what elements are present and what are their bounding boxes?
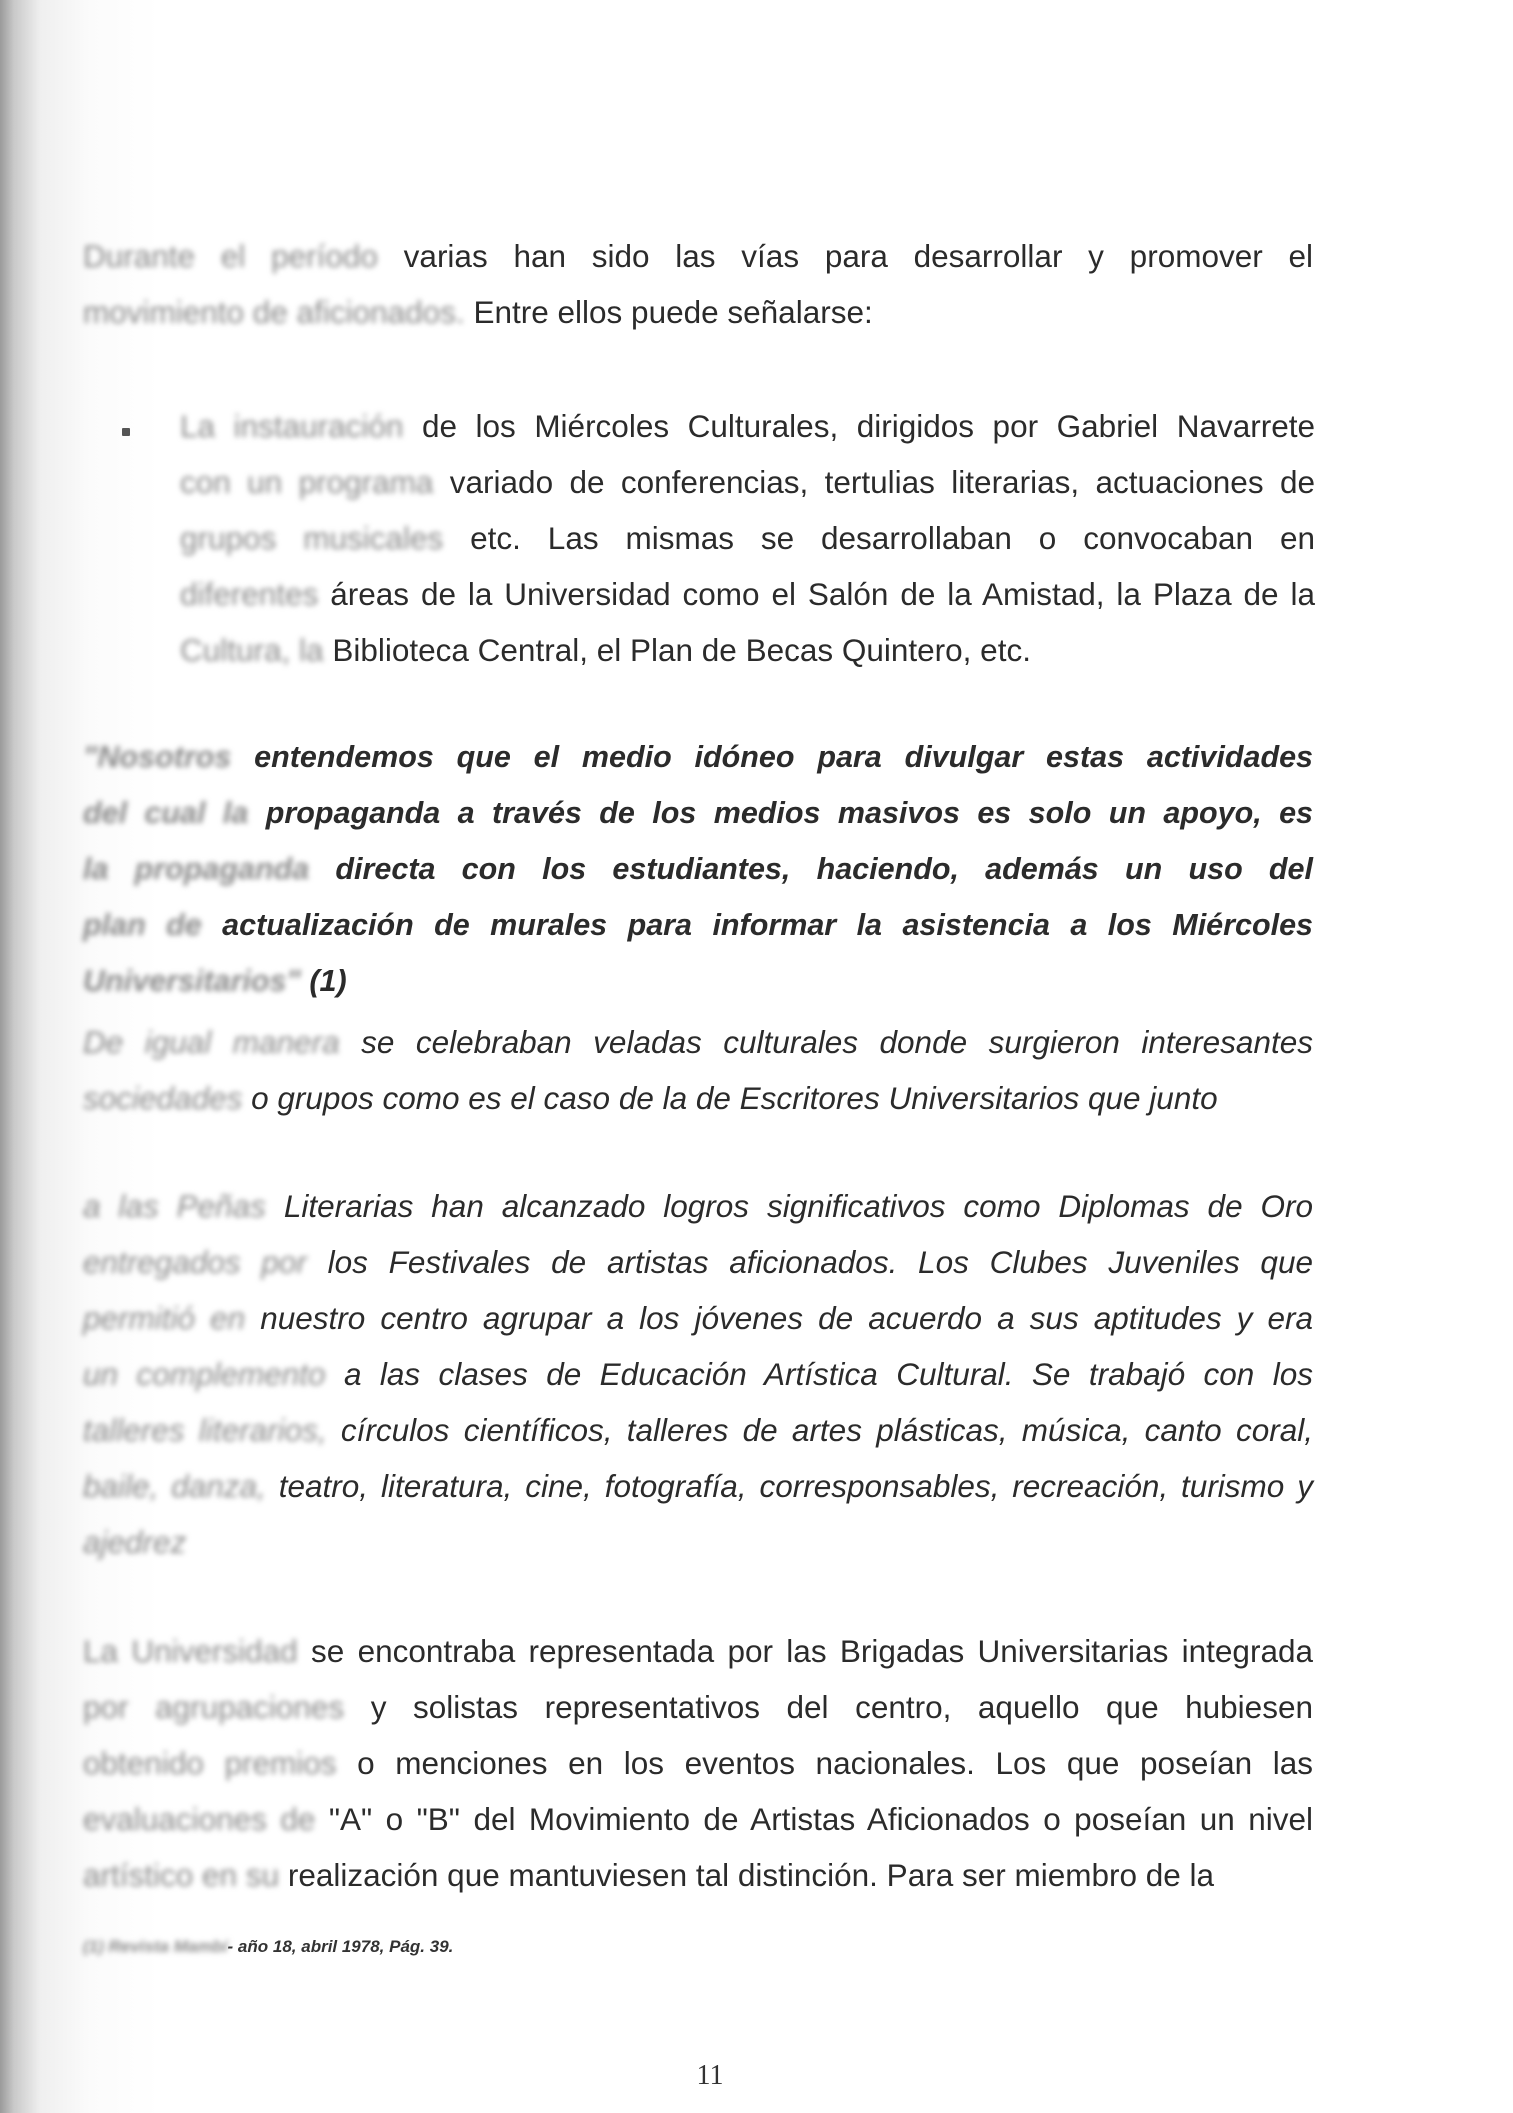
line-text: "A" o "B" del Movimiento de Artistas Aficionados o poseían un nivel xyxy=(315,1801,1314,1837)
paragraph-intro xyxy=(83,238,1313,350)
footnote xyxy=(83,1937,783,1957)
text-line xyxy=(180,632,1315,688)
blurred-text: ajedrez xyxy=(83,1524,187,1560)
line-text: propaganda a través de los medios masivos es solo un apoyo, es xyxy=(248,796,1314,830)
blurred-text: la propaganda xyxy=(83,852,310,886)
text-line xyxy=(83,294,1313,350)
blurred-text: obtenido premios xyxy=(83,1745,337,1781)
blurred-text: por agrupaciones xyxy=(83,1689,345,1725)
text-line xyxy=(180,576,1315,632)
blurred-text: a las Peñas xyxy=(83,1188,266,1224)
blurred-text: con un programa xyxy=(180,464,434,500)
blurred-text: del cual la xyxy=(83,796,249,830)
line-text: nuestro centro agrupar a los jóvenes de acuerdo a sus aptitudes y era xyxy=(245,1300,1313,1336)
text-line xyxy=(83,796,1313,852)
line-text: Biblioteca Central, el Plan de Becas Quintero, etc. xyxy=(323,632,1031,668)
line-text: (1) xyxy=(300,964,347,998)
footnote-text: - año 18, abril 1978, Pág. 39. xyxy=(227,1937,454,1956)
text-line xyxy=(83,964,1313,1020)
text-line xyxy=(83,1188,1313,1244)
text-line xyxy=(180,464,1315,520)
blurred-text: La instauración xyxy=(180,408,404,444)
paragraph-logros xyxy=(83,1188,1313,1580)
text-line xyxy=(83,1244,1313,1300)
blurred-text: sociedades xyxy=(83,1080,243,1116)
text-line xyxy=(83,1080,1313,1136)
line-text: de los Miércoles Culturales, dirigidos por Gabriel Navarrete xyxy=(403,408,1315,444)
blurred-text: Durante el período xyxy=(83,238,378,274)
blurred-text: talleres literarios, xyxy=(83,1412,327,1448)
line-text: o menciones en los eventos nacionales. Los que poseían las xyxy=(336,1745,1313,1781)
blurred-text: entregados por xyxy=(83,1244,307,1280)
text-line xyxy=(83,238,1313,294)
paragraph-veladas xyxy=(83,1024,1313,1136)
blurred-text: artístico en su xyxy=(83,1857,280,1893)
blurred-text: "Nosotros xyxy=(83,740,232,774)
line-text: se encontraba representada por las Brigadas Universitarias integrada xyxy=(297,1633,1313,1669)
blurred-text: plan de xyxy=(83,908,202,942)
line-text: actualización de murales para informar la asistencia a los Miércoles xyxy=(201,908,1314,942)
text-line xyxy=(83,1024,1313,1080)
line-text: Literarias han alcanzado logros significativos como Diplomas de Oro xyxy=(265,1188,1314,1224)
line-text: áreas de la Universidad como el Salón de la Amistad, la Plaza de la xyxy=(318,576,1315,612)
page-number: 11 xyxy=(696,2060,724,2091)
blurred-text: De igual manera xyxy=(83,1024,340,1060)
line-text: o grupos como es el caso de la de Escritores Universitarios que junto xyxy=(242,1080,1218,1116)
line-text: variado de conferencias, tertulias literarias, actuaciones de xyxy=(433,464,1315,500)
text-line xyxy=(83,1524,1313,1580)
text-line xyxy=(83,1689,1313,1745)
bullet-icon xyxy=(122,428,130,436)
blurred-text: evaluaciones de xyxy=(83,1801,316,1837)
text-line xyxy=(83,852,1313,908)
line-text: entendemos que el medio idóneo para divulgar estas actividades xyxy=(231,740,1313,774)
line-text: varias han sido las vías para desarrollar y promover el xyxy=(377,238,1313,274)
blurred-text: movimiento de aficionados. xyxy=(83,294,465,330)
line-text: los Festivales de artistas aficionados. Los Clubes Juveniles que xyxy=(306,1244,1313,1280)
blurred-text: diferentes xyxy=(180,576,319,612)
line-text: realización que mantuviesen tal distinción. Para ser miembro de la xyxy=(279,1857,1215,1893)
line-text: directa con los estudiantes, haciendo, además un uso del xyxy=(309,852,1313,886)
text-line xyxy=(180,408,1315,464)
text-line xyxy=(83,1468,1313,1524)
blurred-text: grupos musicales xyxy=(180,520,444,556)
line-text: y solistas representativos del centro, aquello que hubiesen xyxy=(344,1689,1313,1725)
paragraph-brigadas xyxy=(83,1633,1313,1913)
blurred-text: La Universidad xyxy=(83,1633,298,1669)
footnote-blurred: (1) Revista Mambí xyxy=(83,1937,228,1956)
line-text: etc. Las mismas se desarrollaban o convocaban en xyxy=(443,520,1316,556)
text-line xyxy=(180,520,1315,576)
quote-paragraph xyxy=(83,740,1313,1020)
blurred-text: Universitarios" xyxy=(83,964,301,998)
blurred-text: baile, danza, xyxy=(83,1468,266,1504)
text-line xyxy=(83,1356,1313,1412)
text-line xyxy=(83,1300,1313,1356)
text-line xyxy=(83,1745,1313,1801)
text-line xyxy=(83,1801,1313,1857)
line-text: círculos científicos, talleres de artes plásticas, música, canto coral, xyxy=(326,1412,1313,1448)
text-line xyxy=(83,1633,1313,1689)
text-line xyxy=(83,1412,1313,1468)
text-line xyxy=(83,908,1313,964)
blurred-text: permitió en xyxy=(83,1300,246,1336)
line-text: Entre ellos puede señalarse: xyxy=(464,294,873,330)
blurred-text: Cultura, la xyxy=(180,632,324,668)
line-text: a las clases de Educación Artística Cultural. Se trabajó con los xyxy=(325,1356,1313,1392)
bullet-item-text xyxy=(180,408,1315,688)
text-line xyxy=(83,1857,1313,1913)
line-text: se celebraban veladas culturales donde surgieron interesantes xyxy=(339,1024,1313,1060)
text-line xyxy=(83,740,1313,796)
line-text: teatro, literatura, cine, fotografía, corresponsables, recreación, turismo y xyxy=(265,1468,1313,1504)
blurred-text: un complemento xyxy=(83,1356,326,1392)
